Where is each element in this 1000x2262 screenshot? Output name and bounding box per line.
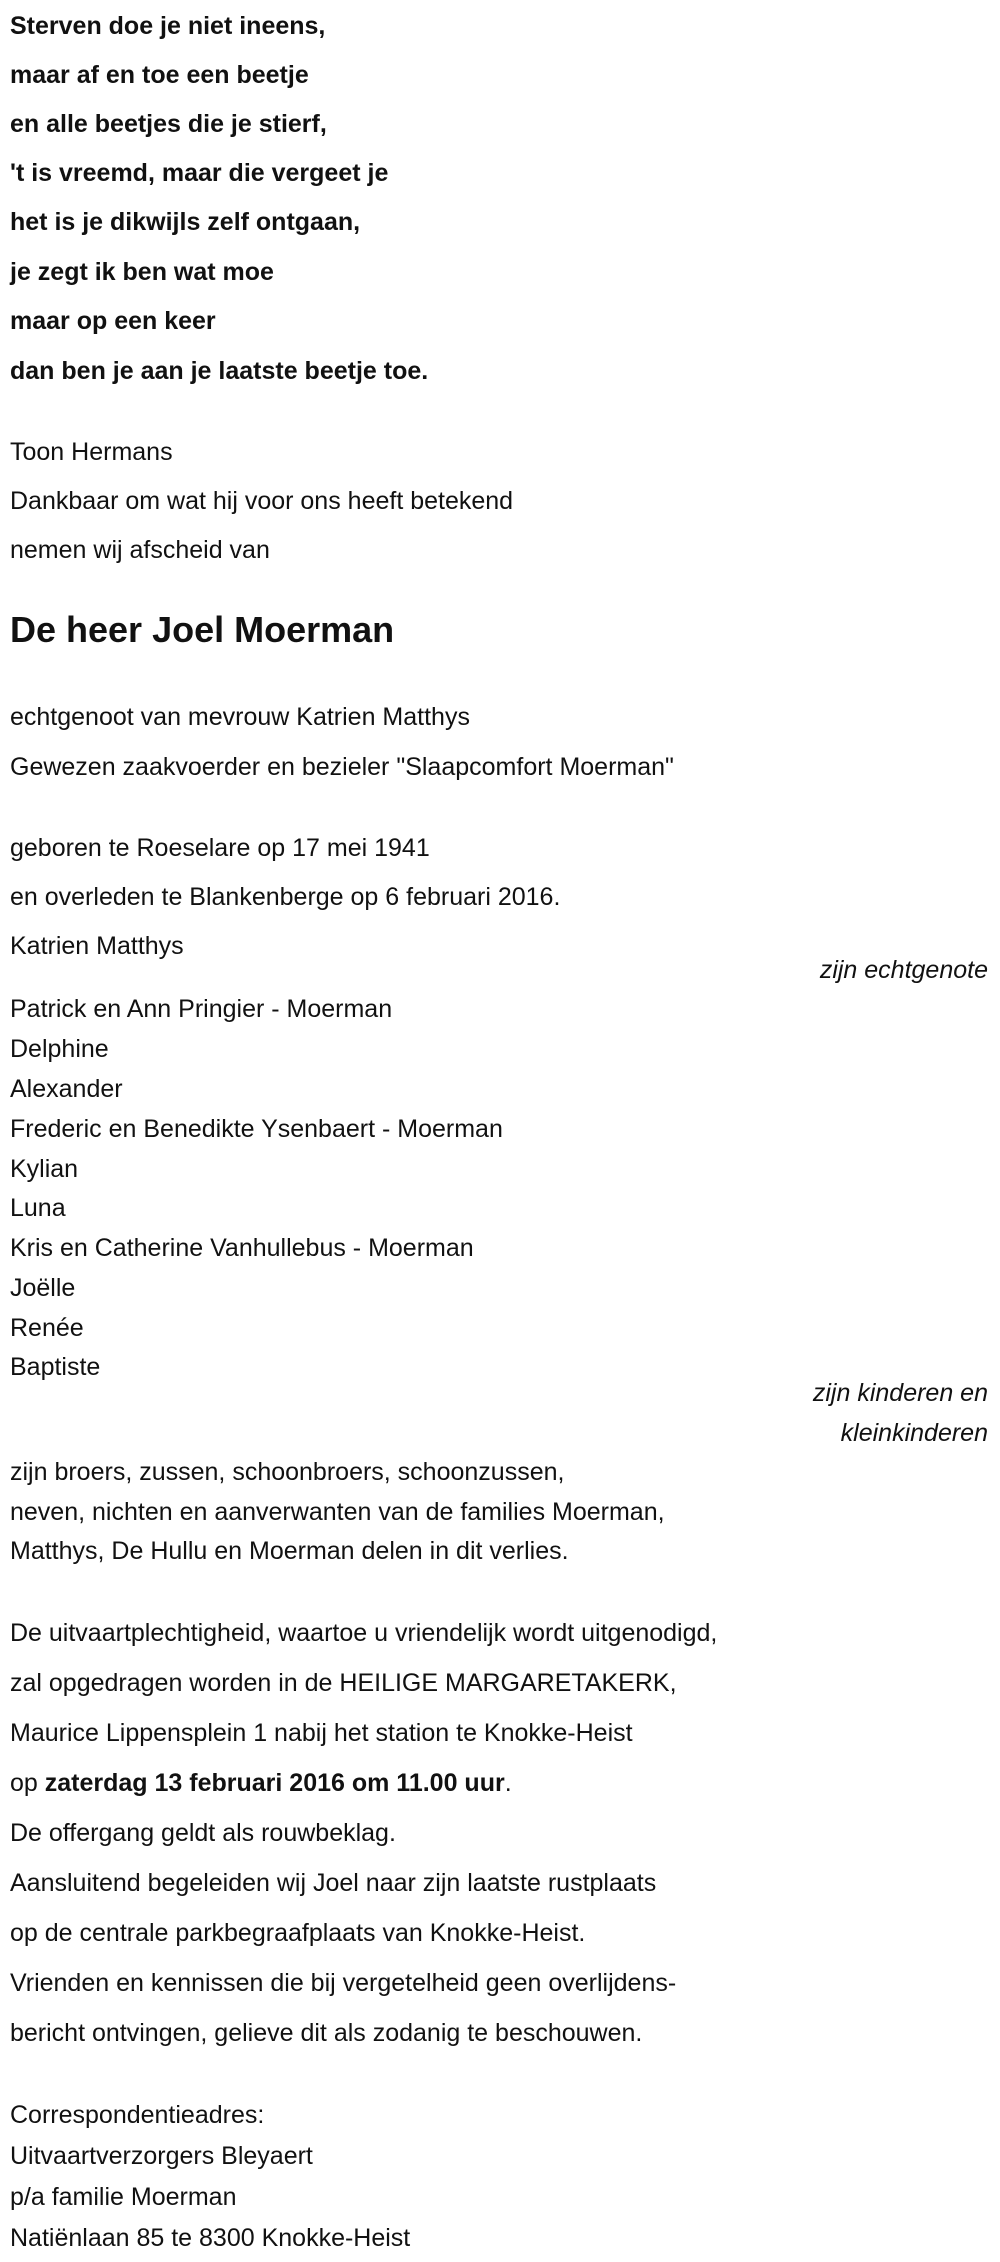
list-item: Frederic en Benedikte Ysenbaert - Moerman: [10, 1115, 503, 1143]
ceremony-line: op de centrale parkbegraafplaats van Knokke-Heist.: [10, 1919, 586, 1947]
address-line: Correspondentieadres:: [10, 2101, 265, 2129]
ceremony-date-line: [10, 1768, 512, 1798]
poem-line: en alle beetjes die je stierf,: [10, 110, 327, 138]
children-role: zijn kinderen en: [812, 1379, 988, 1407]
poem-line: Sterven doe je niet ineens,: [10, 12, 326, 40]
poem-author: Toon Hermans: [10, 438, 173, 466]
list-item: Delphine: [10, 1035, 109, 1063]
family-line: Matthys, De Hullu en Moerman delen in dit verlies.: [10, 1537, 569, 1565]
ceremony-line: Vrienden en kennissen die bij vergetelheid geen overlijdens-: [10, 1969, 677, 1997]
ceremony-line: De offergang geldt als rouwbeklag.: [10, 1819, 396, 1847]
list-item: Luna: [10, 1194, 66, 1222]
address-line: Uitvaartverzorgers Bleyaert: [10, 2142, 313, 2170]
date-suffix: .: [504, 1769, 512, 1797]
poem-line: het is je dikwijls zelf ontgaan,: [10, 208, 361, 236]
list-item: Kylian: [10, 1155, 79, 1183]
death-info: en overleden te Blankenberge op 6 februari 2016.: [10, 883, 561, 911]
family-line: zijn broers, zussen, schoonbroers, schoonzussen,: [10, 1458, 565, 1486]
description-line: echtgenoot van mevrouw Katrien Matthys: [10, 703, 470, 731]
children-role: kleinkinderen: [840, 1419, 988, 1447]
date-prefix: op: [10, 1769, 45, 1797]
intro-line: nemen wij afscheid van: [10, 536, 270, 564]
family-line: neven, nichten en aanverwanten van de families Moerman,: [10, 1498, 665, 1526]
list-item: Joëlle: [10, 1274, 76, 1302]
address-line: Natiënlaan 85 te 8300 Knokke-Heist: [10, 2224, 411, 2252]
address-line: p/a familie Moerman: [10, 2183, 237, 2211]
intro-line: Dankbaar om wat hij voor ons heeft betekend: [10, 487, 514, 515]
ceremony-line: Aansluitend begeleiden wij Joel naar zijn laatste rustplaats: [10, 1869, 657, 1897]
ceremony-line: Maurice Lippensplein 1 nabij het station te Knokke-Heist: [10, 1719, 633, 1747]
poem-line: je zegt ik ben wat moe: [10, 258, 274, 286]
spouse-role: zijn echtgenote: [819, 956, 988, 984]
ceremony-line: bericht ontvingen, gelieve dit als zodanig te beschouwen.: [10, 2019, 643, 2047]
spouse-name: Katrien Matthys: [10, 932, 184, 960]
birth-info: geboren te Roeselare op 17 mei 1941: [10, 834, 430, 862]
ceremony-line: zal opgedragen worden in de HEILIGE MARGARETAKERK,: [10, 1669, 677, 1697]
poem-line: maar af en toe een beetje: [10, 61, 309, 89]
list-item: Renée: [10, 1314, 84, 1342]
poem-line: dan ben je aan je laatste beetje toe.: [10, 357, 429, 385]
ceremony-line: De uitvaartplechtigheid, waartoe u vriendelijk wordt uitgenodigd,: [10, 1619, 718, 1647]
description-line: Gewezen zaakvoerder en bezieler "Slaapcomfort Moerman": [10, 753, 674, 781]
list-item: Alexander: [10, 1075, 123, 1103]
poem-line: 't is vreemd, maar die vergeet je: [10, 159, 389, 187]
deceased-name: De heer Joel Moerman: [10, 609, 395, 650]
list-item: Patrick en Ann Pringier - Moerman: [10, 995, 393, 1023]
list-item: Baptiste: [10, 1353, 101, 1381]
poem-line: maar op een keer: [10, 307, 216, 335]
ceremony-date: zaterdag 13 februari 2016 om 11.00 uur: [44, 1769, 505, 1797]
list-item: Kris en Catherine Vanhullebus - Moerman: [10, 1234, 474, 1262]
